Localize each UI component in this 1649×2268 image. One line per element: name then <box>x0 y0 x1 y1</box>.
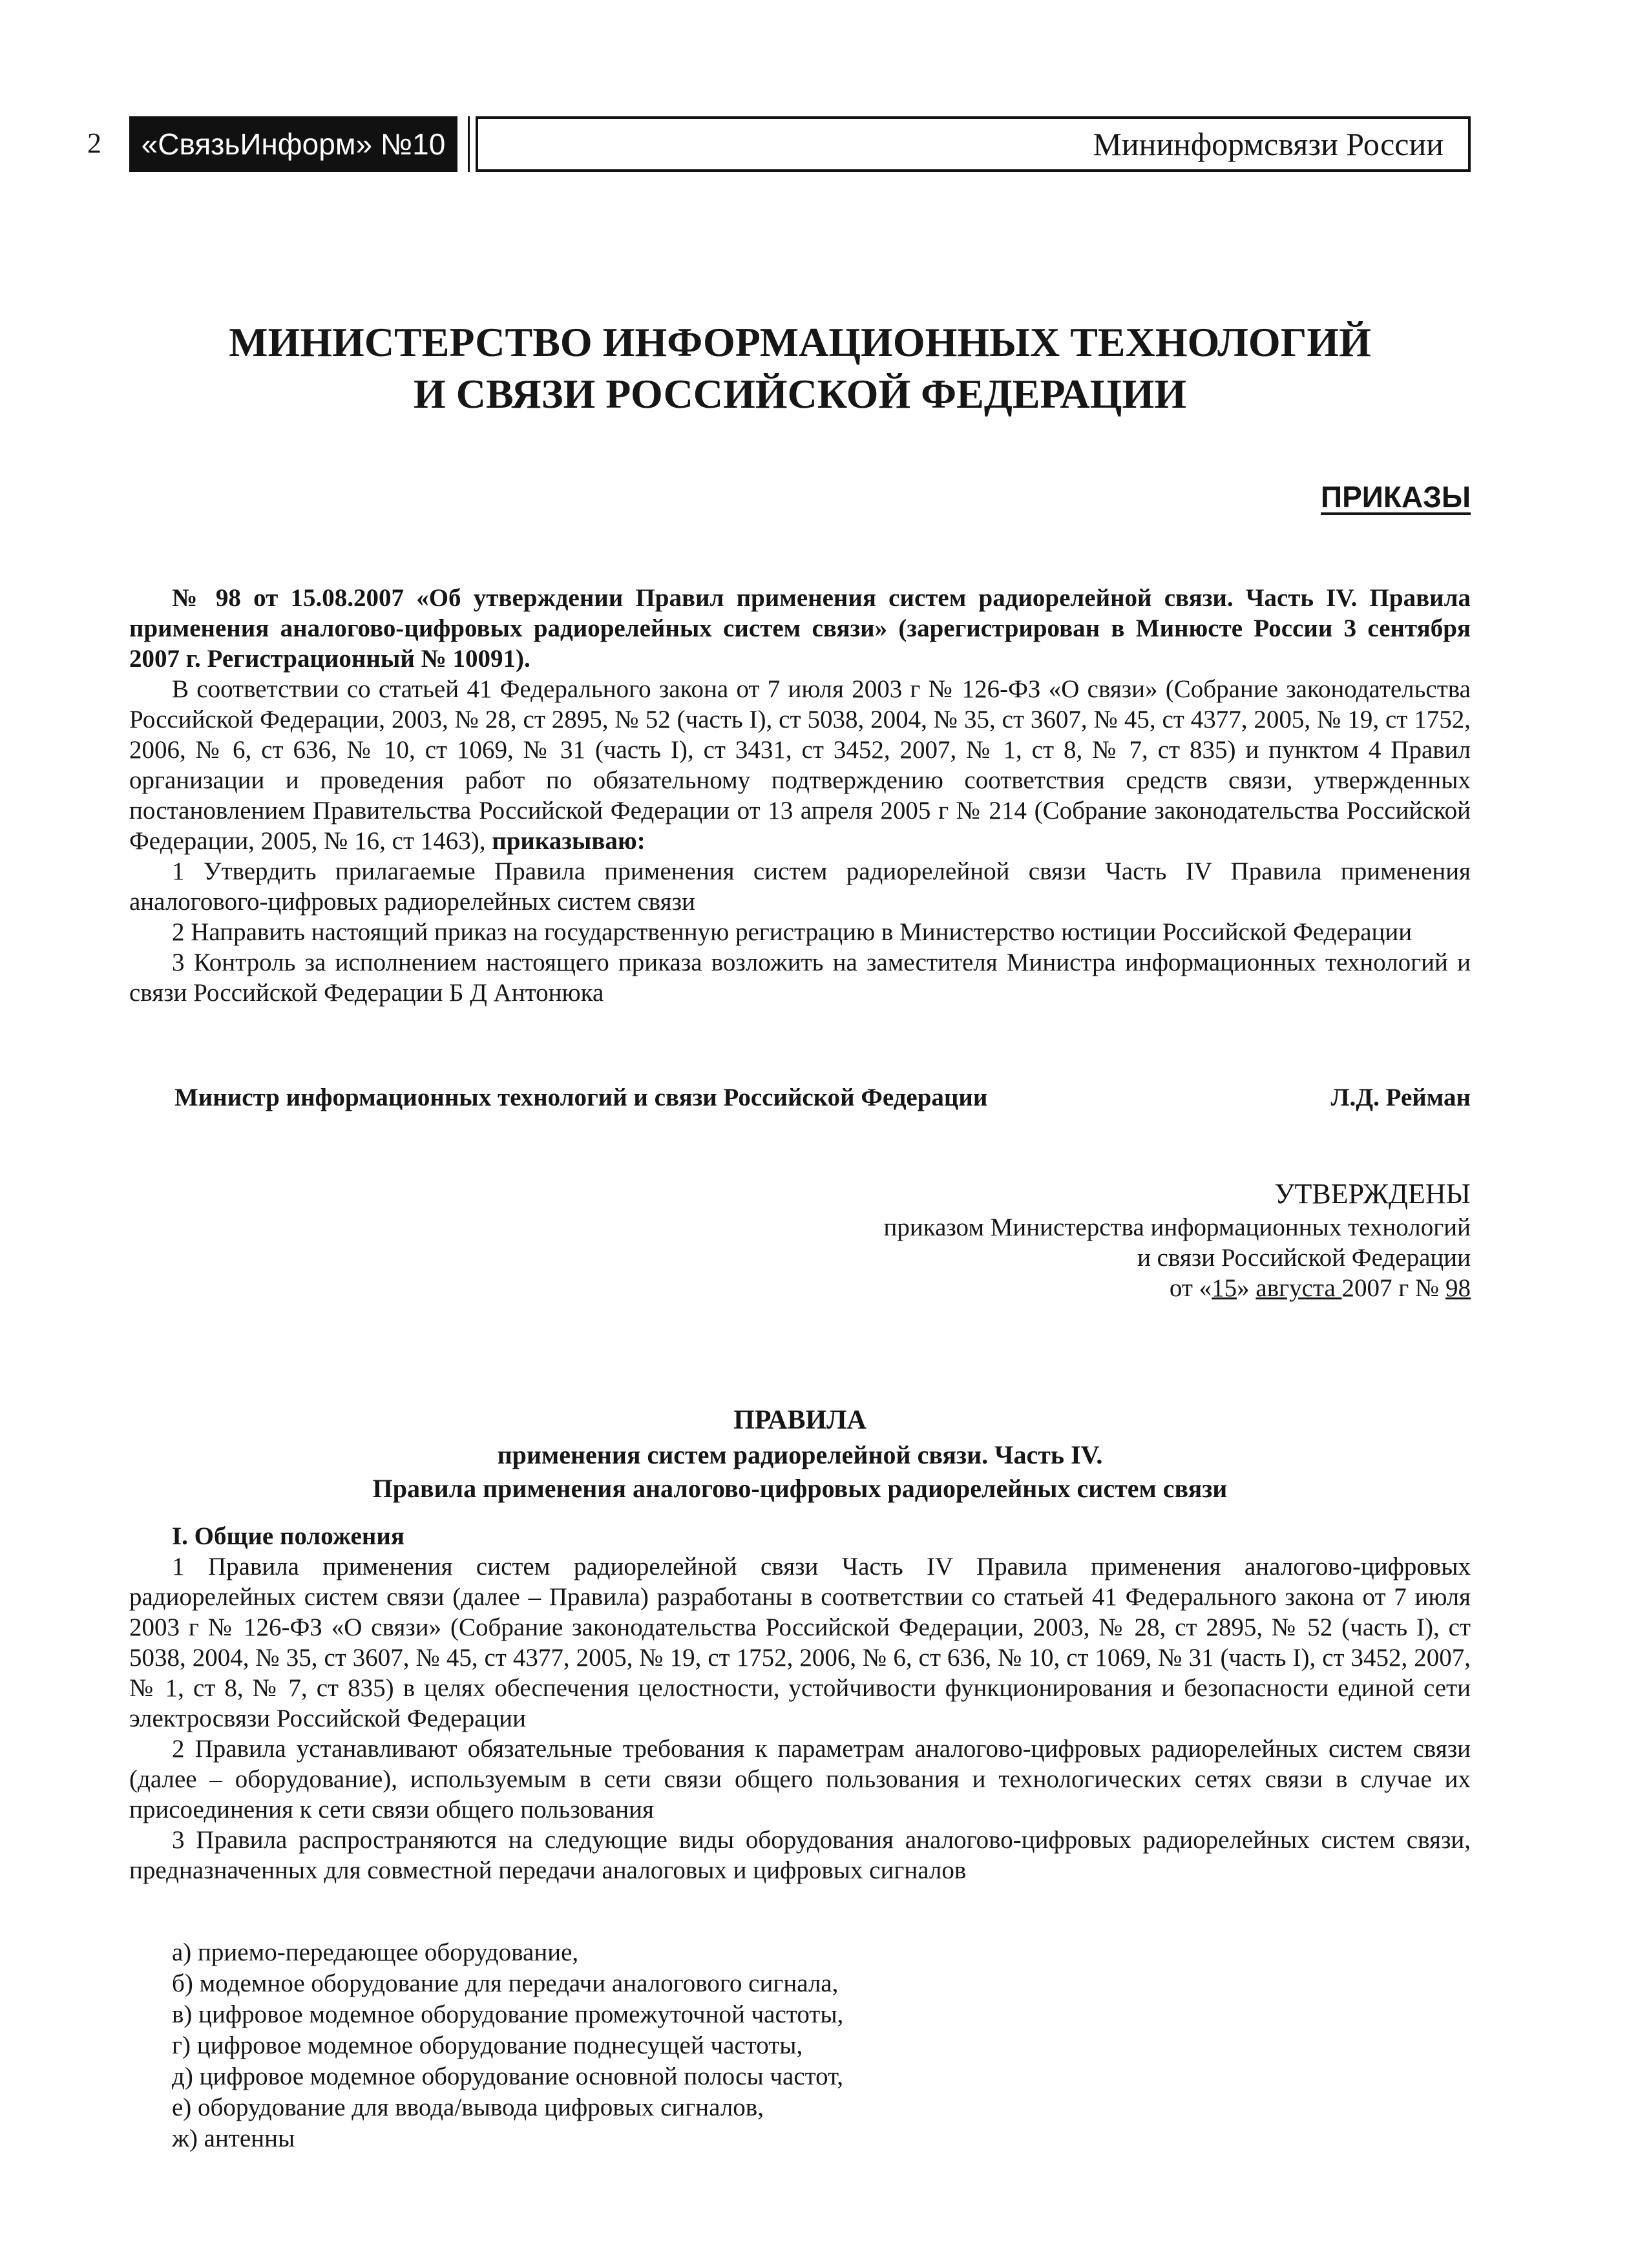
approved-label: УТВЕРЖДЕНЫ <box>1274 1178 1471 1210</box>
list-item: д) цифровое модемное оборудование основной полосы частот, <box>172 2063 844 2090</box>
signature-name: Л.Д. Рейман <box>1330 1084 1471 1111</box>
list-item: г) цифровое модемное оборудование поднесущей частоты, <box>172 2032 803 2059</box>
rules-paragraph-1: 1 Правила применения систем радиорелейной связи Часть IV Правила применения аналогово-цифровых радиорелейных систем связи (далее – Правила) разработаны в соответствии со статьей 41 Федерального закона от 7 июля 2003 г № 126-ФЗ «О связи» (Собрание законодательства Российской Федерации, 2003, № 28, ст 2895, № 52 (часть I), ст 5038, 2004, № 35, ст 3607, № 45, ст 4377, 2005, № 19, ст 1752, 2006, № 6, ст 636, № 10, ст 1069, № 31 (часть I), ст 3452, 2007, № 1, ст 8, № 7, ст 835) в целях обеспечения целостности, устойчивости функционирования и безопасности единой сети электросвязи Российской Федерации <box>129 1553 1471 1732</box>
ministry-heading-line1: МИНИСТЕРСТВО ИНФОРМАЦИОННЫХ ТЕХНОЛОГИЙ <box>229 319 1371 365</box>
ministry-header-box <box>476 116 1471 172</box>
ministry-heading-line2: И СВЯЗИ РОССИЙСКОЙ ФЕДЕРАЦИИ <box>414 371 1186 417</box>
rules-paragraph-2: 2 Правила устанавливают обязательные требования к параметрам аналогово-цифровых радиорелейных систем связи (далее – оборудование), используемым в сети связи общего пользования и технологических сетях связи в случае их присоединения к сети связи общего пользования <box>129 1735 1471 1823</box>
list-item: б) модемное оборудование для передачи аналогового сигнала, <box>172 1969 839 1997</box>
rules-title-block <box>129 1402 1471 1506</box>
rules-subtitle2: Правила применения аналогово-цифровых радиорелейных систем связи <box>372 1474 1228 1503</box>
ministry-header: Мининформсвязи России <box>1093 126 1444 162</box>
order-item-3: 3 Контроль за исполнением настоящего приказа возложить на заместителя Министра информационных технологий и связи Российской Федерации Б Д Антонюка <box>129 949 1471 1007</box>
signature-line <box>174 1083 1471 1112</box>
rules-subtitle1: применения систем радиорелейной связи. Часть IV. <box>497 1440 1103 1469</box>
approval-block <box>883 1176 1471 1303</box>
approval-day: 15 <box>1212 1274 1237 1302</box>
signature-title: Министр информационных технологий и связи Российской Федерации <box>174 1084 988 1111</box>
rules-body <box>129 1521 1471 1885</box>
header-divider <box>468 116 470 172</box>
list-item: ж) антенны <box>172 2125 295 2152</box>
journal-title-box <box>129 116 457 172</box>
approval-date <box>883 1273 1471 1303</box>
approval-line1: приказом Министерства информационных технологий <box>883 1213 1471 1241</box>
order-preamble <box>129 674 1471 856</box>
order-item-1: 1 Утвердить прилагаемые Правила применения систем радиорелейной связи Часть IV Правила применения аналогового-цифровых радиорелейных систем связи <box>129 857 1471 916</box>
list-item: е) оборудование для ввода/вывода цифровых сигналов, <box>172 2094 764 2121</box>
approval-month: августа <box>1255 1274 1342 1302</box>
order-item-2: 2 Направить настоящий приказ на государственную регистрацию в Министерство юстиции Российской Федерации <box>172 918 1413 946</box>
order-word: приказываю: <box>492 827 646 855</box>
rules-title: ПРАВИЛА <box>733 1405 867 1435</box>
list-item: в) цифровое модемное оборудование промежуточной частоты, <box>172 2000 844 2028</box>
approval-number: 98 <box>1445 1274 1471 1302</box>
approval-date-mid: » <box>1237 1274 1256 1302</box>
order-preamble-text: В соответствии со статьей 41 Федерального закона от 7 июля 2003 г № 126-ФЗ «О связи» (Собрание законодательства Российской Федерации, 2003, № 28, ст 2895, № 52 (часть I), ст 5038, 2004, № 35, ст 3607, № 45, ст 4377, 2005, № 19, ст 1752, 2006, № 6, ст 636, № 10, ст 1069, № 31 (часть I), ст 3431, ст 3452, 2007, № 1, ст 8, № 7, ст 835) и пунктом 4 Правил организации и проведения работ по обязательному подтверждению соответствия средств связи, утвержденных постановлением Правительства Российской Федерации от 13 апреля 2005 г № 214 (Собрание законодательства Российской Федерации, 2005, № 16, ст 1463), <box>129 675 1471 855</box>
approval-date-prefix: от « <box>1169 1274 1212 1302</box>
approval-line2: и связи Российской Федерации <box>1137 1244 1471 1272</box>
equipment-list <box>172 1937 843 2154</box>
ministry-heading <box>129 317 1471 420</box>
page-number: 2 <box>87 127 101 159</box>
journal-title: «СвязьИнформ» №10 <box>141 127 446 161</box>
section-label: ПРИКАЗЫ <box>1321 480 1471 514</box>
rules-paragraph-3: 3 Правила распространяются на следующие виды оборудования аналогово-цифровых радиорелейных систем связи, предназначенных для совместной передачи аналоговых и цифровых сигналов <box>129 1826 1471 1884</box>
order-body <box>129 583 1471 1008</box>
order-title: № 98 от 15.08.2007 «Об утверждении Правил применения систем радиорелейной связи. Часть IV. Правила применения аналогово-цифровых радиорелейных систем связи» (зарегистрирован в Минюсте России 3 сентября 2007 г. Регистрационный № 10091). <box>129 584 1471 673</box>
approval-year: 2007 г № <box>1341 1274 1440 1302</box>
list-item: а) приемо-передающее оборудование, <box>172 1938 579 1966</box>
rules-section-heading: I. Общие положения <box>172 1522 404 1550</box>
